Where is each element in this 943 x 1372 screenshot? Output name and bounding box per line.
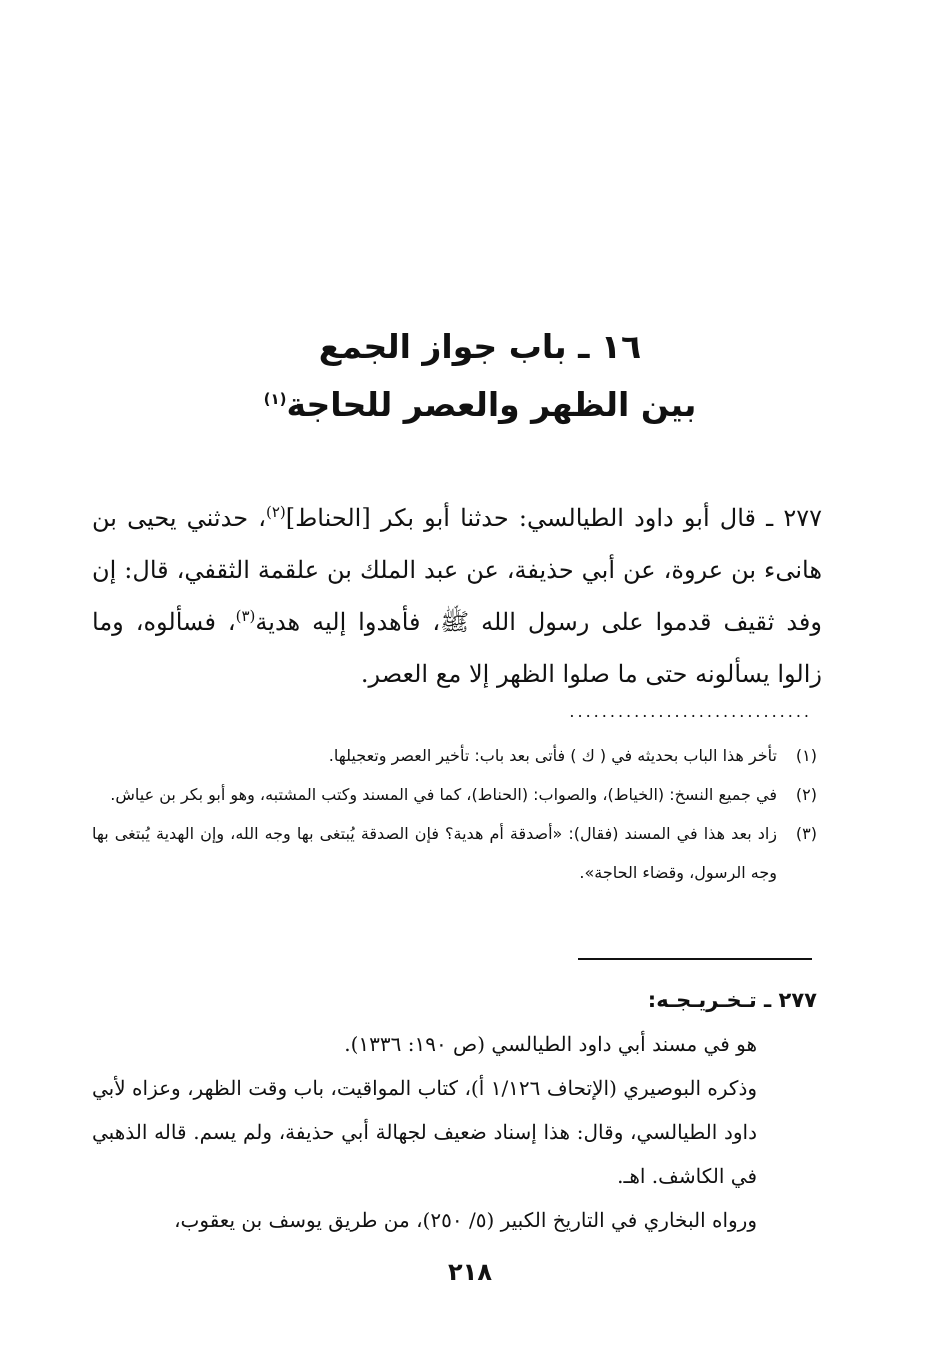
chapter-title-line2-text: بين الظهر والعصر للحاجة [286, 385, 697, 424]
footnote [92, 775, 817, 814]
section-divider [578, 958, 812, 960]
takhrij-paragraph: وذكره البوصيري (الإتحاف ١/١٢٦ أ)، كتاب المواقيت، باب وقت الظهر، وعزاه لأبي داود الطيالسي، وقال: هذا إسناد ضعيف لجهالة أبي حذيفة، ولم يسم. قاله الذهبي في الكاشف. اهـ. [92, 1076, 758, 1188]
hadith-part2: ، حدثني يحيى بن هانىء بن عروة، عن أبي حذيفة، عن عبد الملك بن علقمة الثقفي، قال: إن وفد ثقيف قدموا على رسول الله ﷺ، فأهدوا إليه هدية [92, 504, 822, 636]
footnote-ref-2: (٢) [265, 503, 286, 521]
footnote [92, 814, 817, 892]
chapter-title-line2 [200, 376, 760, 434]
footnote [92, 736, 817, 775]
footnote-separator: .............................. [569, 702, 812, 721]
hadith-paragraph [92, 492, 822, 700]
takhrij-line: هو في مسند أبي داود الطيالسي (ص ١٩٠: ١٣٣٦). [344, 1032, 757, 1056]
hadith-part3: ، فسألوه، وما زالوا يسألونه حتى ما صلوا الظهر إلا مع العصر. [92, 608, 822, 688]
chapter-title-line1: ١٦ ـ باب جواز الجمع [318, 327, 642, 366]
takhrij-paragraph: ورواه البخاري في التاريخ الكبير (٥/ ٢٥٠)، من طريق يوسف بن يعقوب، [174, 1208, 757, 1232]
page-number: ٢١٨ [448, 1258, 492, 1286]
chapter-title [200, 318, 760, 434]
takhrij-section [92, 978, 817, 1242]
takhrij-heading: ٢٧٧ ـ تـخـريـجـه: [647, 988, 817, 1012]
footnote-text: في جميع النسخ: (الخياط)، والصواب: (الحناط)، كما في المسند وكتب المشتبه، وهو أبو بكر بن عياش. [110, 785, 777, 804]
footnote-text: زاد بعد هذا في المسند (فقال): «أصدقة أم هدية؟ فإن الصدقة يُبتغى بها وجه الله، وإن الهدية يُبتغى بها وجه الرسول، وقضاء الحاجة». [92, 824, 777, 882]
footnotes [92, 736, 817, 892]
footnote-number: (٢) [795, 785, 817, 804]
footnote-number: (١) [795, 746, 817, 765]
footnote-number: (٣) [795, 824, 817, 843]
hadith-text [92, 492, 822, 700]
hadith-part1: ٢٧٧ ـ قال أبو داود الطيالسي: حدثنا أبو بكر [الحناط] [285, 504, 823, 532]
footnote-text: تأخر هذا الباب بحديثه في ( ك ) فأتى بعد باب: تأخير العصر وتعجيلها. [328, 746, 777, 765]
footnote-ref-1: (١) [263, 390, 287, 408]
footnote-ref-3: (٣) [235, 607, 256, 625]
